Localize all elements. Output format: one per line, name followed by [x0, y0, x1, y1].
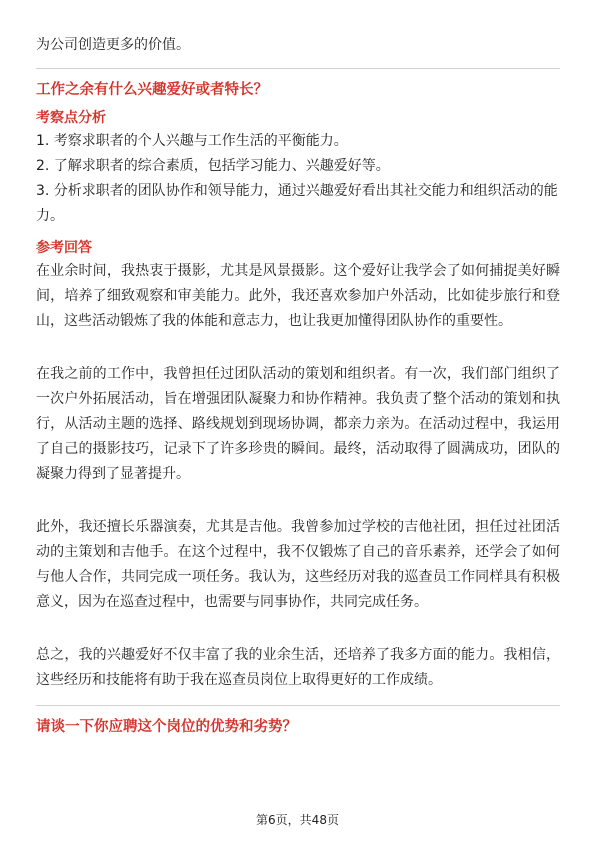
analysis-heading: 考察点分析 [36, 110, 106, 126]
page-content [36, 34, 560, 744]
answer-paragraph: 在业余时间，我热衷于摄影，尤其是风景摄影。这个爱好让我学会了如何捕捉美好瞬间，培养了细致观察和审美能力。此外，我还喜欢参加户外活动，比如徒步旅行和登山，这些活动锻炼了我的体能和意志力，也让我更加懂得团队协作的重要性。 [36, 263, 560, 329]
section-divider [36, 68, 560, 69]
answer-heading: 参考回答 [36, 240, 92, 256]
analysis-item: 2. 了解求职者的综合素质，包括学习能力、兴趣爱好等。 [36, 158, 390, 174]
intro-line: 为公司创造更多的价值。 [36, 37, 190, 53]
answer-paragraph: 在我之前的工作中，我曾担任过团队活动的策划和组织者。有一次，我们部门组织了一次户外拓展活动，旨在增强团队凝聚力和协作精神。我负责了整个活动的策划和执行，从活动主题的选择、路线规划到现场协调，都亲力亲为。在活动过程中，我运用了自己的摄影技巧，记录下了许多珍贵的瞬间。最终，活动取得了圆满成功，团队的凝聚力得到了显著提升。 [36, 366, 560, 482]
spacer [36, 334, 560, 362]
analysis-item: 1. 考察求职者的个人兴趣与工作生活的平衡能力。 [36, 133, 348, 149]
question-title: 工作之余有什么兴趣爱好或者特长？ [36, 82, 268, 98]
spacer [36, 487, 560, 515]
spacer [36, 229, 560, 237]
spacer [36, 615, 560, 643]
analysis-item: 3. 分析求职者的团队协作和领导能力，通过兴趣爱好看出其社交能力和组织活动的能力。 [36, 183, 558, 224]
section-divider [36, 705, 560, 706]
question-title: 请谈一下你应聘这个岗位的优势和劣势？ [36, 719, 297, 735]
answer-paragraph: 总之，我的兴趣爱好不仅丰富了我的业余生活，还培养了我多方面的能力。我相信，这些经历和技能将有助于我在巡查员岗位上取得更好的工作成绩。 [36, 647, 560, 688]
page-footer: 第6页，共48页 [256, 813, 339, 827]
answer-paragraph: 此外，我还擅长乐器演奏，尤其是吉他。我曾参加过学校的吉他社团，担任过社团活动的主策划和吉他手。在这个过程中，我不仅锻炼了自己的音乐素养，还学会了如何与他人合作，共同完成一项任务。我认为，这些经历对我的巡查员工作同样具有积极意义，因为在巡查过程中，也需要与同事协作，共同完成任务。 [36, 519, 560, 610]
